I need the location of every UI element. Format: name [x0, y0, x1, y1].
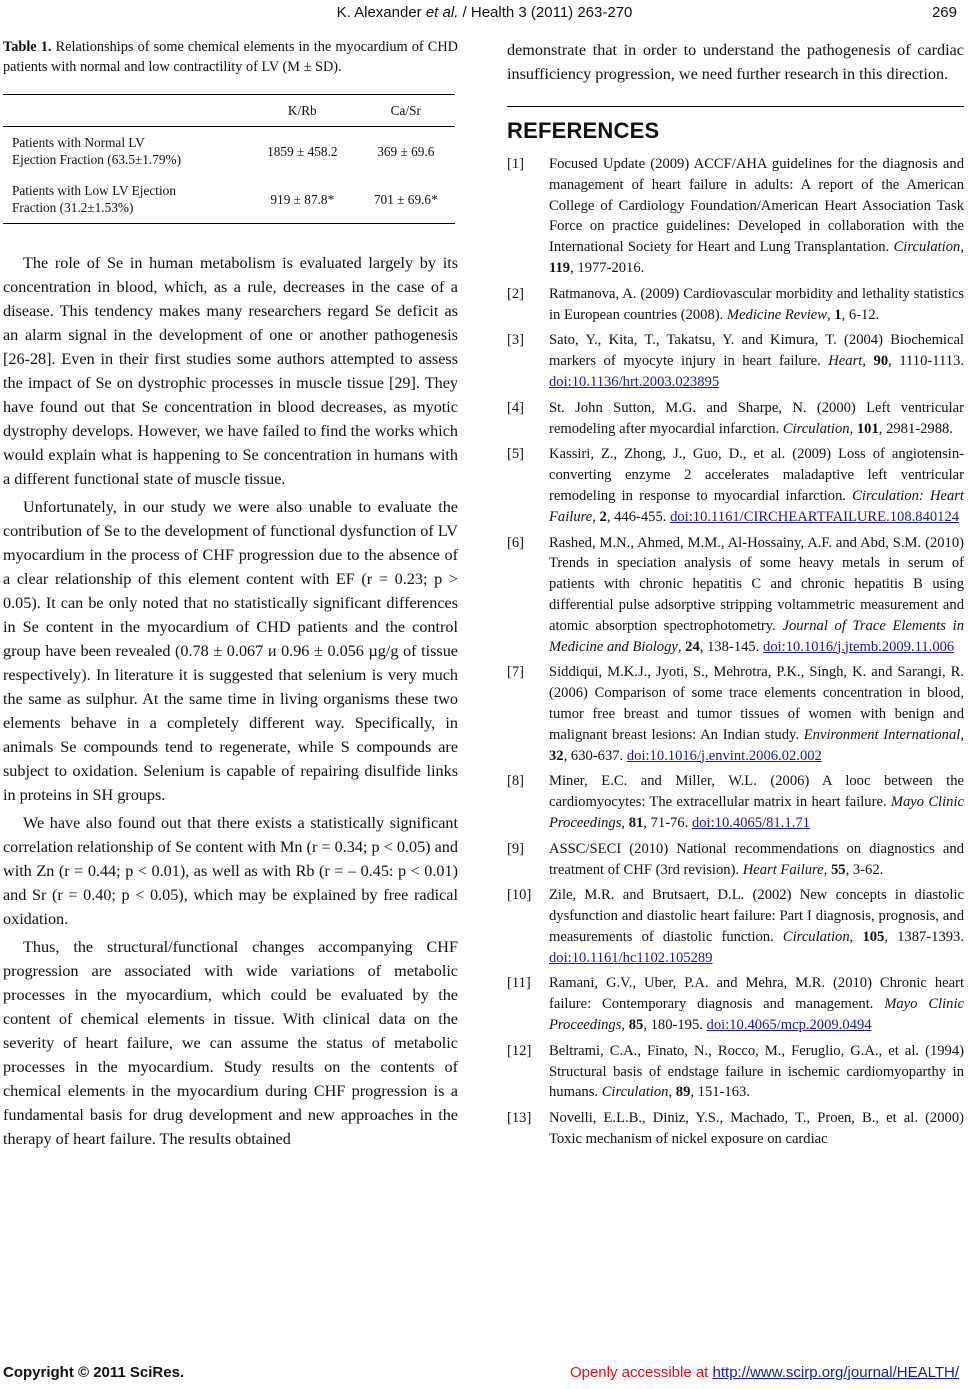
reference-number: [12] [507, 1042, 532, 1059]
reference-text [549, 1041, 964, 1103]
reference-pages: , 1387-1393. [884, 928, 964, 945]
running-title-etal: et al. [425, 4, 459, 21]
reference-number: [13] [507, 1110, 532, 1127]
reference-sep: , [621, 814, 629, 831]
reference-body: Beltrami, C.A., Finato, N., Rocco, M., Feruglio, G.A., et al. (1994) Structural basis of endstage failure in ischemic cardiomyoparthy in humans. [549, 1042, 964, 1101]
reference-number: [11] [507, 975, 531, 992]
table-row [3, 127, 455, 176]
reference-body: St. John Sutton, M.G. and Sharpe, N. (2000) Left ventricular remodeling after myocardial infarction. [549, 399, 964, 437]
body-paragraph: Unfortunately, in our study we were also unable to evaluate the contribution of Se to the development of functional dysfunction of LV myocardium in the process of CHF progression due to the absence of a clear relationship of this element content with EF (r = 0.23; p > 0.05). It can be only noted that no statistically significant differences in Se content in the myocardium of CHD patients and the control group have been revealed (0.78 ± 0.067 и 0.96 ± 0.056 µg/g of tissue respectively). In literature it is suggested that selenium is very much the same as sulphur. At the same time in living organisms these two elements behave in a completely different way. Specifically, in animals Se compounds tend to regenerate, while S compounds are subject to oxidation. Selenium is capable of repairing disulfide links in proteins in SH groups. [3, 498, 458, 805]
reference-sep: , [960, 726, 964, 743]
reference-pages: , 630-637. [563, 747, 627, 764]
reference-pages: , 6-12. [841, 306, 880, 323]
reference-text [549, 1108, 964, 1150]
reference-sep: , [621, 1017, 629, 1034]
reference-item [507, 533, 964, 658]
reference-sep: , [592, 508, 600, 525]
reference-pages: , 1110-1113. [888, 353, 965, 370]
reference-volume: 90 [873, 353, 889, 370]
reference-text [549, 284, 964, 326]
body-paragraph-continuation: demonstrate that in order to understand the pathogenesis of cardiac insufficiency progression, we need further research in this direction. [507, 41, 964, 83]
reference-text [549, 973, 964, 1035]
reference-journal: Mayo Clinic Proceedings [549, 996, 964, 1034]
reference-body: Miner, E.C. and Miller, W.L. (2006) A looc between the cardiomyocytes: The extracellular matrix in heart failure. [549, 773, 964, 811]
table-cell-ca-sr: 701 ± 69.6* [373, 191, 438, 207]
body-paragraph: The role of Se in human metabolism is evaluated largely by its concentration in blood, which, as a rule, decreases in the case of a disease. This tendency makes many researchers regard Se deficit as an alarm signal in the development of one or another pathogenesis [26-28]. Even in their first studies some authors attempted to assess the impact of Se on dystrophic processes in muscle tissue [29]. They have found out that Se concentration in blood decreases, as myotic dystrophy develops. However, we have failed to find the works which would explain what is happening to Se concentration in humans with a different functional state of muscle tissue. [3, 254, 458, 489]
reference-body: Ramani, G.V., Uber, P.A. and Mehra, M.R. (2010) Chronic heart failure: Contemporary diagnosis and management. [549, 975, 964, 1013]
reference-pages: , 180-195. [643, 1017, 707, 1034]
doi-link[interactable]: doi:10.4065/mcp.2009.0494 [706, 1017, 872, 1034]
references-heading: REFERENCES [507, 118, 660, 143]
reference-sep: , [668, 1084, 676, 1101]
table-header-blank [3, 95, 248, 127]
reference-sep: , [849, 420, 857, 437]
reference-body: Focused Update (2009) ACCF/AHA guidelines for the diagnosis and management of heart failure in adults: A report of the American College of Cardiology Foundation/American Heart Association Task Force on practice guidelines: Developed in collaboration with the International Society for Heart and Lung Transplantation. [549, 156, 964, 256]
table-cell-ca-sr: 369 ± 69.6 [377, 143, 435, 159]
table-header-k-rb: K/Rb [287, 103, 317, 119]
reference-volume: 55 [830, 861, 846, 878]
journal-url-link[interactable]: http://www.scirp.org/journal/HEALTH/ [712, 1364, 959, 1381]
table-row-label [3, 127, 248, 176]
reference-text [549, 533, 964, 658]
reference-pages: , 446-455. [606, 508, 671, 525]
reference-sep: , [677, 638, 686, 655]
reference-number: [3] [507, 332, 525, 349]
left-column [3, 38, 458, 1151]
table-caption-label: Table 1. [3, 39, 52, 55]
doi-link[interactable]: doi:10.1136/hrt.2003.023895 [549, 373, 720, 390]
running-title [0, 4, 969, 21]
reference-pages: , 3-62. [845, 861, 884, 878]
reference-journal: Heart [828, 353, 863, 370]
running-title-journal: / Health 3 (2011) 263-270 [458, 4, 633, 21]
doi-link[interactable]: doi:10.1016/j.envint.2006.02.002 [626, 747, 822, 764]
reference-item [507, 1108, 964, 1150]
page-footer [0, 1364, 969, 1386]
reference-journal: Circulation [601, 1084, 669, 1101]
reference-item [507, 398, 964, 440]
reference-volume: 119 [549, 259, 571, 276]
row-label-line2: Fraction (31.2±1.53%) [12, 200, 134, 216]
doi-link[interactable]: doi:10.1161/hc1102.105289 [549, 949, 713, 966]
reference-journal: Circulation [782, 928, 850, 945]
reference-text [549, 885, 964, 968]
doi-link[interactable]: doi:10.4065/81.1.71 [691, 814, 810, 831]
reference-text [549, 444, 964, 527]
reference-volume: 2 [599, 508, 607, 525]
reference-number: [9] [507, 840, 525, 857]
reference-journal: Journal of Trace Elements in Medicine and Biology [549, 617, 964, 655]
reference-item [507, 330, 964, 392]
reference-body: Siddiqui, M.K.J., Jyoti, S., Mehrotra, P.K., Singh, K. and Sarangi, R. (2006) Comparison of some trace elements concentration in blood, tumor free breast and tumor tissues of women with benign and malignant breast lesions: An Indian study. [549, 664, 964, 743]
right-column [507, 38, 964, 1155]
table-chemical-elements [3, 94, 455, 224]
reference-pages: , 2981-2988. [878, 420, 953, 437]
reference-list [507, 154, 964, 1150]
reference-volume: 32 [549, 747, 564, 764]
reference-volume: 24 [685, 638, 700, 655]
reference-item [507, 662, 964, 766]
running-title-authors: K. Alexander [336, 4, 426, 21]
running-header [0, 2, 969, 24]
body-paragraph: We have also found out that there exists a statistically significant correlation relationship of Se content with Mn (r = 0.34; p < 0.05) and with Zn (r = 0.44; p < 0.01), as well as with Rb (r = – 0.45: p < 0.01) and Sr (r = 0.40; p < 0.05), which may be explained by free radical oxidation. [3, 814, 458, 929]
reference-journal: Medicine Review [726, 306, 827, 323]
reference-journal: Environment International [803, 726, 961, 743]
row-label-line1: Patients with Normal LV [12, 135, 145, 151]
body-paragraph: Thus, the structural/functional changes accompanying CHF progression are associated with wide variations of metabolic processes in the myocardium, which could be evaluated by the content of chemical elements in tissue. With clinical data on the severity of heart failure, we can assume the status of metabolic processes in the myocardium. Study results on the contents of chemical elements in the myocardium during CHF progression is a fundamental basis for drug development and new approaches in the therapy of heart failure. The results obtained [3, 938, 458, 1149]
reference-pages: , 71-76. [643, 814, 692, 831]
section-divider [507, 106, 964, 107]
reference-volume: 101 [856, 420, 879, 437]
table-row-label [3, 175, 248, 224]
reference-sep: , [960, 239, 964, 256]
row-label-line1: Patients with Low LV Ejection [12, 183, 176, 199]
reference-journal: Heart Failure [742, 861, 824, 878]
reference-volume: 105 [862, 928, 885, 945]
reference-item [507, 839, 964, 881]
reference-item [507, 771, 964, 833]
reference-text [549, 154, 964, 279]
reference-journal: Circulation [782, 420, 850, 437]
reference-sep: , [862, 353, 874, 370]
reference-journal: Mayo Clinic Proceedings [549, 794, 964, 831]
doi-link[interactable]: doi:10.1016/j.jtemb.2009.11.006 [763, 638, 955, 655]
reference-sep: , [849, 928, 863, 945]
reference-item [507, 154, 964, 279]
reference-volume: 89 [675, 1084, 691, 1101]
reference-number: [5] [507, 446, 525, 463]
reference-body: Rashed, M.N., Ahmed, M.M., Al-Hossainy, A.F. and Abd, S.M. (2010) Trends in speciation analysis of some heavy metals in serum of patients with chronic hepatitis C and chronic hepatitis B using differential pulse adsorptive stripping voltammetric measurement and atomic absorption spectrophotometry. [549, 534, 964, 634]
copyright-notice: Copyright © 2011 SciRes. [3, 1364, 185, 1381]
reference-sep: , [827, 306, 835, 323]
reference-text [549, 398, 964, 440]
reference-item [507, 1041, 964, 1103]
page-number: 269 [931, 4, 957, 21]
reference-number: [8] [507, 773, 525, 790]
reference-text [549, 771, 964, 833]
reference-number: [7] [507, 664, 525, 681]
reference-journal: Circulation: Heart Failure [549, 487, 964, 525]
reference-pages: , 1977-2016. [570, 259, 645, 276]
table-caption [3, 38, 458, 77]
reference-text [549, 839, 964, 881]
reference-text [549, 662, 964, 766]
reference-body: Kassiri, Z., Zhong, J., Guo, D., et al. (2009) Loss of angiotensin-converting enzyme 2 accelerates maladaptive left ventricular remodeling in response to myocardial infarction. [549, 446, 964, 504]
reference-journal: Circulation [893, 239, 961, 256]
reference-item [507, 973, 964, 1035]
reference-body: Novelli, E.L.B., Diniz, Y.S., Machado, T., Proen, B., et al. (2000) Toxic mechanism of nickel exposure on cardiac [549, 1110, 964, 1148]
reference-number: [1] [507, 156, 525, 172]
reference-item [507, 284, 964, 326]
table-cell-k-rb: 1859 ± 458.2 [267, 143, 338, 159]
reference-number: [10] [507, 887, 532, 904]
table-cell-k-rb: 919 ± 87.8* [270, 191, 335, 207]
reference-number: [6] [507, 534, 525, 551]
reference-volume: 81 [628, 814, 644, 831]
reference-sep: , [823, 861, 831, 878]
reference-number: [4] [507, 399, 525, 416]
open-access-notice [570, 1364, 959, 1381]
reference-pages: , 138-145. [699, 638, 764, 655]
reference-text [549, 330, 964, 392]
open-access-label: Openly accessible at [569, 1364, 713, 1381]
reference-pages: , 151-163. [690, 1084, 750, 1101]
table-header-ca-sr: Ca/Sr [390, 103, 421, 119]
reference-volume: 1 [834, 306, 842, 323]
reference-item [507, 444, 964, 527]
table-caption-text: Relationships of some chemical elements in the myocardium of CHD patients with normal and low contractility of LV (M ± SD). [3, 39, 458, 75]
doi-link[interactable]: doi:10.1161/CIRCHEARTFAILURE.108.840124 [670, 508, 960, 525]
table-row [3, 175, 455, 224]
reference-body: Ratmanova, A. (2009) Cardiovascular morbidity and lethality statistics in European countries (2008). [549, 285, 964, 323]
reference-body: Zile, M.R. and Brutsaert, D.L. (2002) New concepts in diastolic dysfunction and diastolic heart failure: Part I diagnosis, prognosis, and measurements of diastolic function. [549, 887, 964, 945]
reference-body: Sato, Y., Kita, T., Takatsu, Y. and Kimura, T. (2004) Biochemical markers of myocyte injury in heart failure. [549, 332, 964, 370]
table-header-row [3, 95, 455, 127]
reference-volume: 85 [628, 1017, 644, 1034]
row-label-line2: Ejection Fraction (63.5±1.79%) [12, 152, 182, 168]
reference-item [507, 885, 964, 968]
reference-body: ASSC/SECI (2010) National recommendations on diagnostics and treatment of CHF (3rd revision). [549, 840, 964, 878]
reference-number: [2] [507, 285, 525, 302]
